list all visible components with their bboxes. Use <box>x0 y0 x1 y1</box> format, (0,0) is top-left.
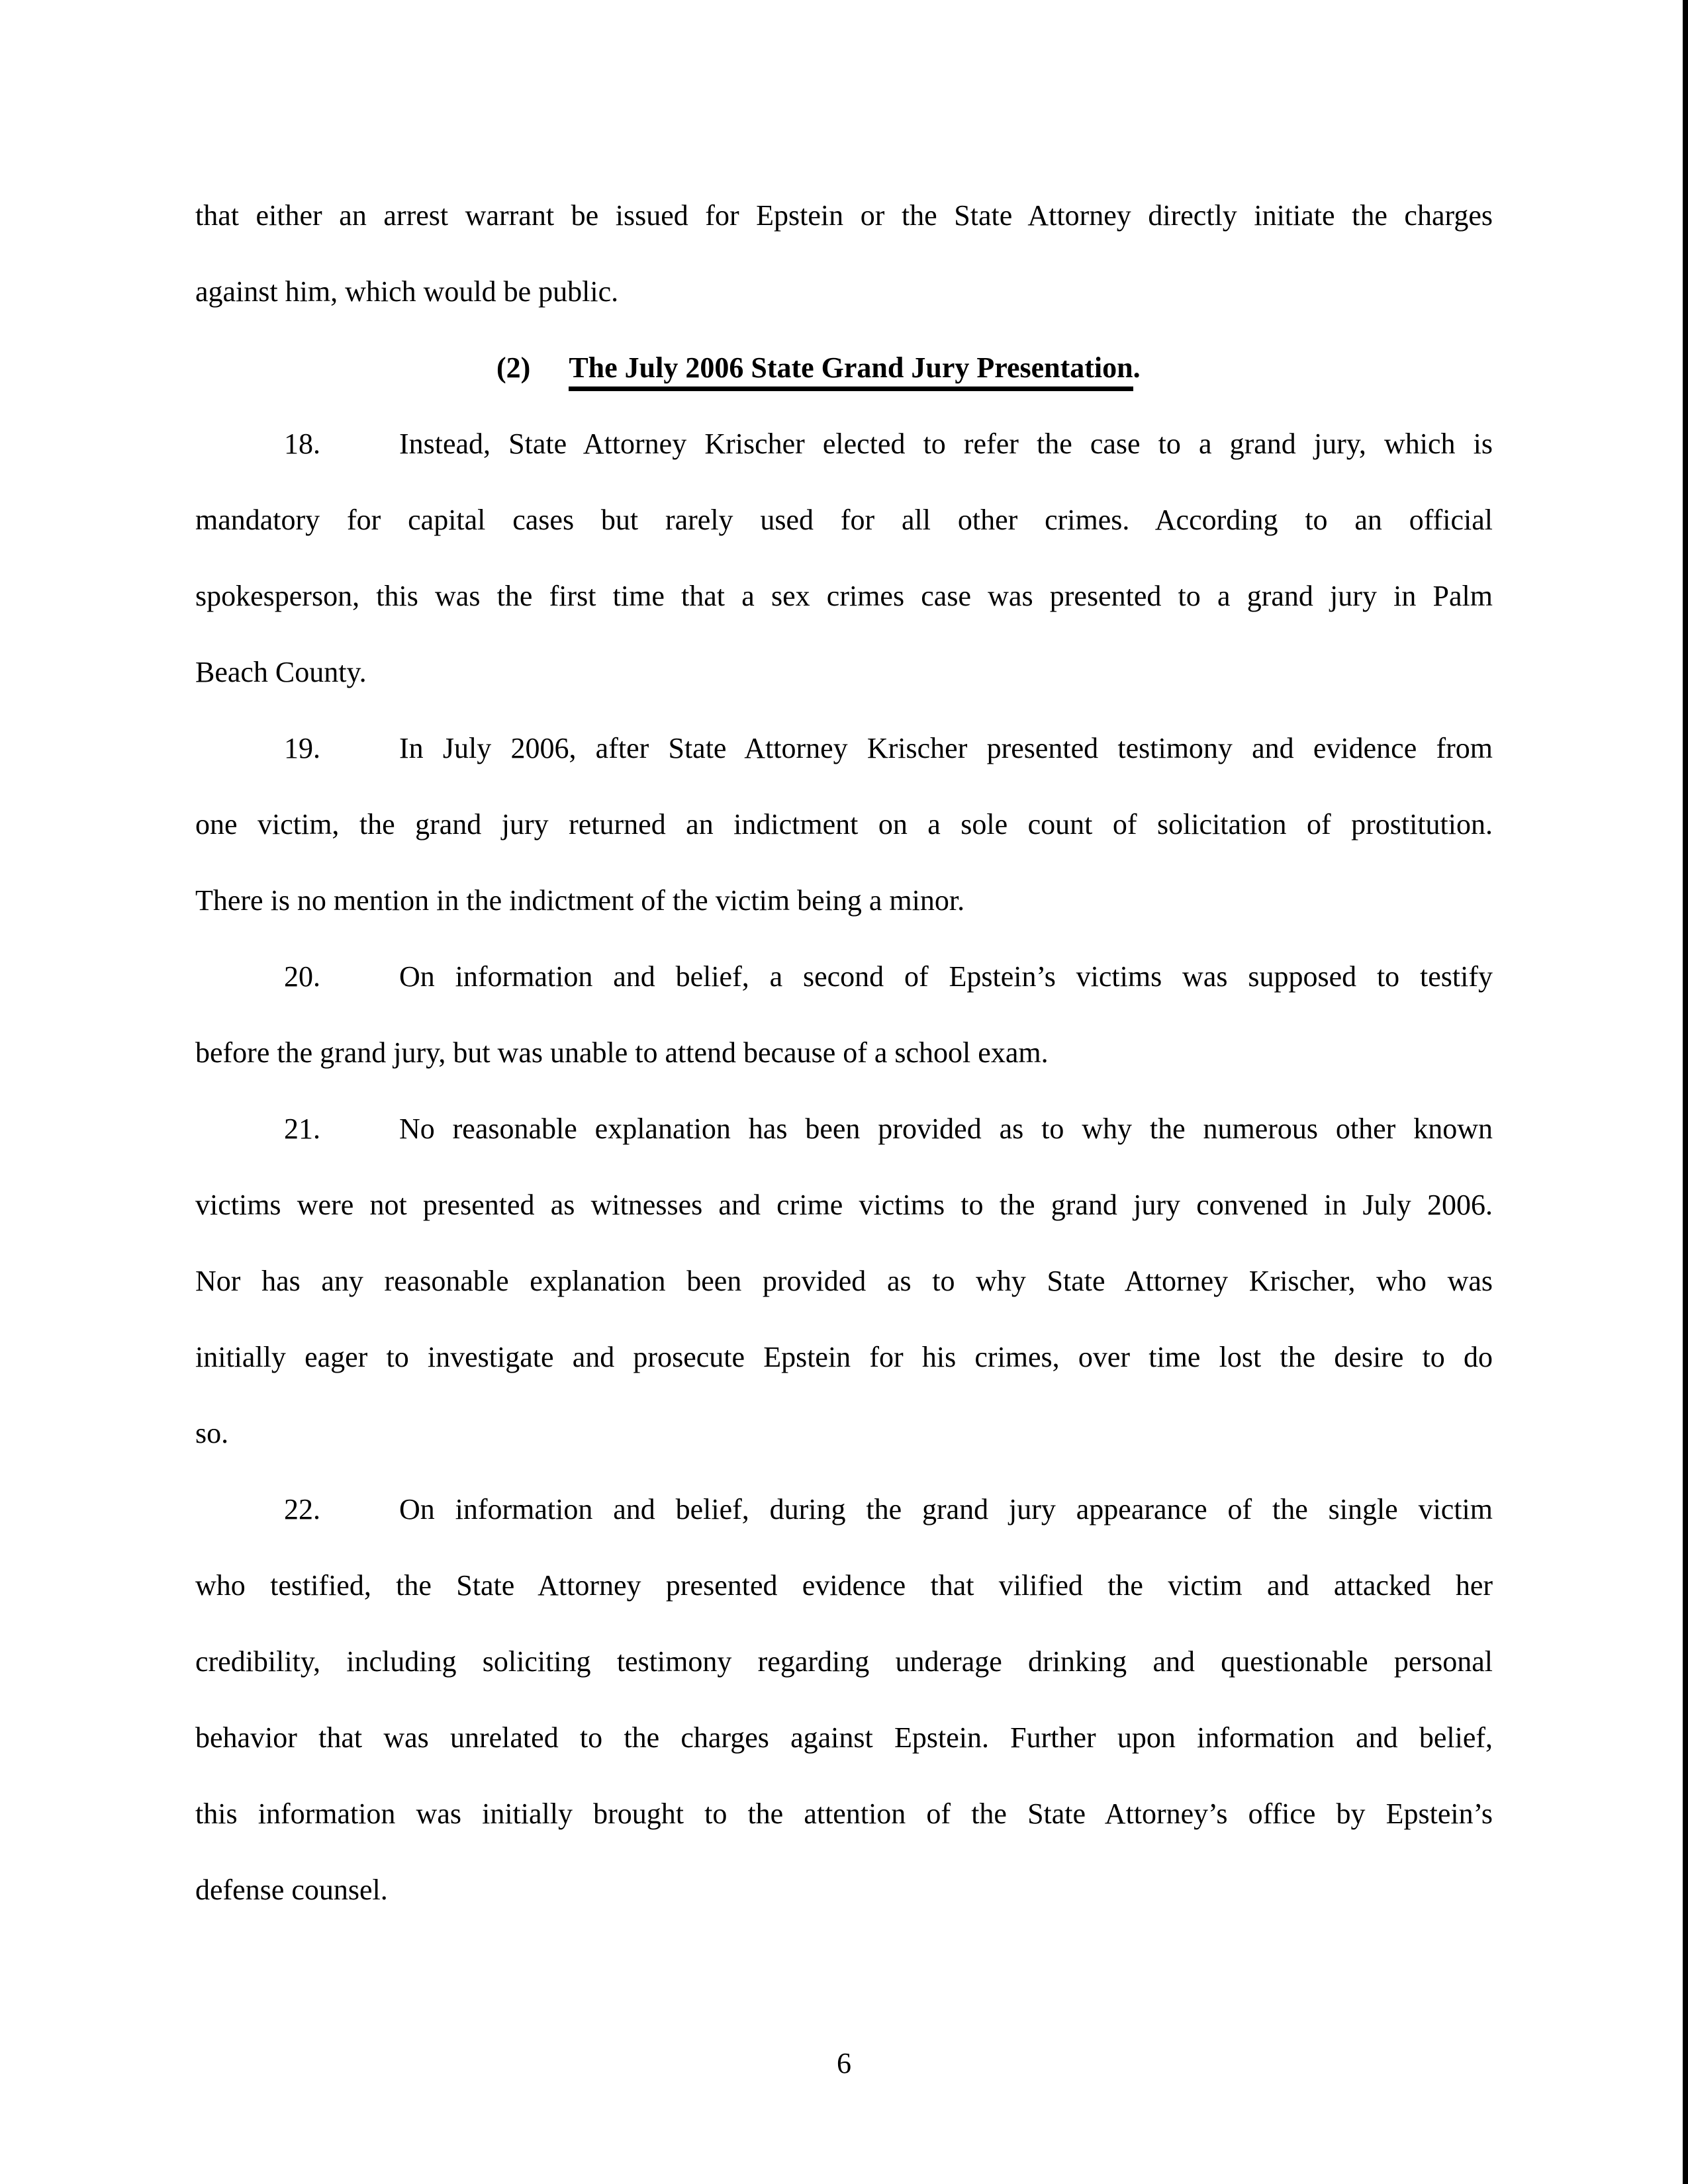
paragraph-line-text: On information and belief, during the grand jury appearance of the single victim <box>399 1493 1493 1525</box>
heading-number: (2) <box>496 351 531 384</box>
paragraph-line: one victim, the grand jury returned an indictment on a sole count of solicitation of prostitution. <box>195 808 1493 841</box>
paragraph-line: who testified, the State Attorney presented evidence that vilified the victim and attacked her <box>195 1569 1493 1602</box>
paragraph-line: spokesperson, this was the first time that a sex crimes case was presented to a grand jury in Palm <box>195 580 1493 612</box>
paragraph-number: 19. <box>284 732 320 764</box>
paragraph-line: behavior that was unrelated to the charges against Epstein. Further upon information and belief, <box>195 1721 1493 1754</box>
paragraph-line <box>195 406 1493 482</box>
paragraph-line: initially eager to investigate and prosecute Epstein for his crimes, over time lost the desire to do <box>195 1341 1493 1373</box>
paragraph-line: credibility, including soliciting testimony regarding underage drinking and questionable personal <box>195 1645 1493 1678</box>
paragraph-line: victims were not presented as witnesses and crime victims to the grand jury convened in July 2006. <box>195 1189 1493 1221</box>
paragraph-line: this information was initially brought to the attention of the State Attorney’s office by Epstein’s <box>195 1797 1493 1830</box>
paragraph-line: There is no mention in the indictment of the victim being a minor. <box>195 884 965 917</box>
paragraph-line-text: In July 2006, after State Attorney Krischer presented testimony and evidence from <box>399 732 1493 764</box>
paragraph-number: 21. <box>284 1113 320 1145</box>
heading-title: The July 2006 State Grand Jury Presentation <box>569 351 1133 391</box>
paragraph-line <box>195 938 1493 1015</box>
paragraph-line: before the grand jury, but was unable to attend because of a school exam. <box>195 1036 1049 1069</box>
heading-trailing-period: . <box>1133 351 1141 384</box>
scan-edge-artifact <box>1683 0 1688 2184</box>
paragraph-line-text: No reasonable explanation has been provided as to why the numerous other known <box>399 1113 1493 1145</box>
paragraph-line-text: Instead, State Attorney Krischer elected to refer the case to a grand jury, which is <box>399 428 1493 460</box>
paragraph-line <box>195 1091 1493 1167</box>
paragraph-number: 18. <box>284 428 320 460</box>
paragraph-line-text: On information and belief, a second of Epstein’s victims was supposed to testify <box>399 960 1493 993</box>
paragraph-line: Beach County. <box>195 656 367 688</box>
paragraph-number: 20. <box>284 960 320 993</box>
paragraph-line: mandatory for capital cases but rarely used for all other crimes. According to an official <box>195 504 1493 536</box>
body-text <box>195 177 1493 1928</box>
paragraph-line: that either an arrest warrant be issued for Epstein or the State Attorney directly initiate the charges <box>195 199 1493 232</box>
paragraph-line <box>195 710 1493 786</box>
paragraph-line <box>195 1471 1493 1547</box>
section-heading <box>195 330 1493 406</box>
paragraph-line: so. <box>195 1417 229 1449</box>
page-number: 6 <box>837 2047 851 2079</box>
paragraph-line: Nor has any reasonable explanation been provided as to why State Attorney Krischer, who was <box>195 1265 1493 1297</box>
paragraph-line: defense counsel. <box>195 1874 388 1906</box>
paragraph-number: 22. <box>284 1493 320 1525</box>
paragraph-line: against him, which would be public. <box>195 275 619 308</box>
